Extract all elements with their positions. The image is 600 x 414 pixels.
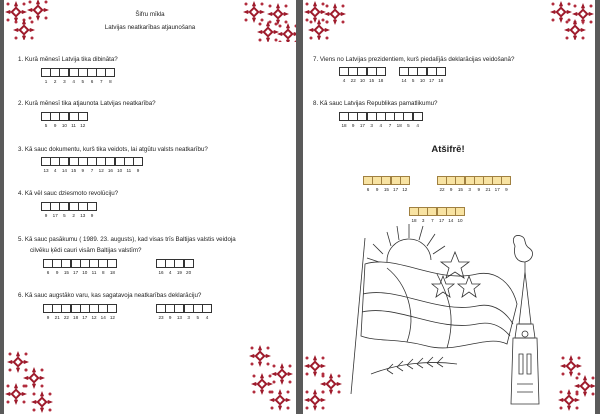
- answer-cells-6b[interactable]: [156, 304, 211, 314]
- folk-ornament-icon: [303, 350, 349, 414]
- folk-ornament-icon: [240, 0, 296, 42]
- cipher-numbers-2: 5 9 10 11 12: [44, 123, 86, 128]
- question-5-line-2: cilvēku ķēdi cauri visām Baltijas valstīm?: [30, 247, 142, 254]
- flag-drawing-icon: [351, 238, 517, 394]
- rooster-icon: [513, 235, 532, 272]
- cipher-numbers-5b: 16 4 19 20: [158, 270, 192, 275]
- decode-cells-a[interactable]: [363, 176, 409, 186]
- cipher-numbers-8: 18 9 17 3 4 7 18 5 4: [341, 123, 419, 128]
- answer-cells-5b[interactable]: [156, 259, 193, 269]
- answer-cells-2[interactable]: [41, 112, 87, 122]
- cipher-numbers-5a: 6 9 15 17 10 11 8 18: [46, 270, 115, 275]
- decode-heading: Atšifrē!: [431, 144, 465, 155]
- folk-ornament-icon: [303, 0, 353, 40]
- cipher-numbers-4: 9 17 5 2 13 9: [44, 213, 94, 218]
- cipher-numbers-6a: 9 21 22 18 17 12 14 12: [46, 315, 115, 320]
- question-5-line-1: 5. Kā sauc pasākumu ( 1989. 23. augusts), kad visas trīs Baltijas valstis veidoja: [18, 236, 236, 243]
- worksheet-page-left: [4, 0, 296, 414]
- question-2: 2. Kurā mēnesī tika atjaunota Latvijas neatkarība?: [18, 100, 156, 107]
- answer-cells-3[interactable]: [41, 157, 142, 167]
- answer-cells-6a[interactable]: [43, 304, 117, 314]
- worksheet-page-right: [303, 0, 595, 414]
- church-tower-icon: [511, 272, 539, 404]
- question-1: 1. Kurā mēnesī Latvija tika dibināta?: [18, 56, 118, 63]
- latvia-illustration: [347, 224, 567, 410]
- folk-ornament-icon: [543, 0, 595, 40]
- decode-numbers-a: 6 9 15 17 12: [366, 187, 408, 192]
- answer-cells-5a[interactable]: [43, 259, 117, 269]
- sun-icon: [367, 224, 445, 262]
- worksheet-subtitle: Latvijas neatkarības atjaunošana: [104, 24, 196, 31]
- decode-numbers-c: 18 3 7 17 14 10: [411, 218, 463, 223]
- wheat-icon: [371, 357, 457, 374]
- cipher-numbers-1: 1 2 3 4 5 6 7 8: [44, 79, 112, 84]
- question-4: 4. Kā vēl sauc dziesmoto revolūciju?: [18, 190, 119, 197]
- answer-cells-1[interactable]: [41, 68, 115, 78]
- folk-ornament-icon: [240, 344, 296, 414]
- decode-cells-b[interactable]: [437, 176, 511, 186]
- answer-cells-4[interactable]: [41, 202, 96, 212]
- answer-cells-8[interactable]: [339, 112, 422, 122]
- answer-cells-7a[interactable]: [339, 67, 385, 77]
- cipher-numbers-3: 13 4 14 15 9 7 12 16 10 11 9: [43, 168, 140, 173]
- cipher-numbers-7b: 14 5 10 17 18: [401, 78, 444, 83]
- decode-numbers-b: 22 9 15 3 9 21 17 9: [439, 187, 508, 192]
- folk-ornament-icon: [4, 0, 56, 40]
- question-3: 3. Kā sauc dokumentu, kurš tika veidots, lai atgūtu valsts neatkarību?: [18, 146, 208, 153]
- question-6: 6. Kā sauc augstāko varu, kas sagatavoja neatkarības deklarāciju?: [18, 292, 202, 299]
- question-7: 7. Viens no Latvijas prezidentiem, kurš piedalījās deklarācijas veidošanā?: [313, 56, 515, 63]
- cipher-numbers-7a: 4 22 10 15 18: [342, 78, 384, 83]
- answer-cells-7b[interactable]: [399, 67, 445, 77]
- worksheet-title: Šifru mīkla: [135, 11, 165, 18]
- question-8: 8. Kā sauc Latvijas Republikas pamatlikumu?: [313, 100, 438, 107]
- folk-ornament-icon: [4, 348, 60, 414]
- cipher-numbers-6b: 23 9 13 3 5 4: [158, 315, 209, 320]
- decode-cells-c[interactable]: [409, 207, 464, 217]
